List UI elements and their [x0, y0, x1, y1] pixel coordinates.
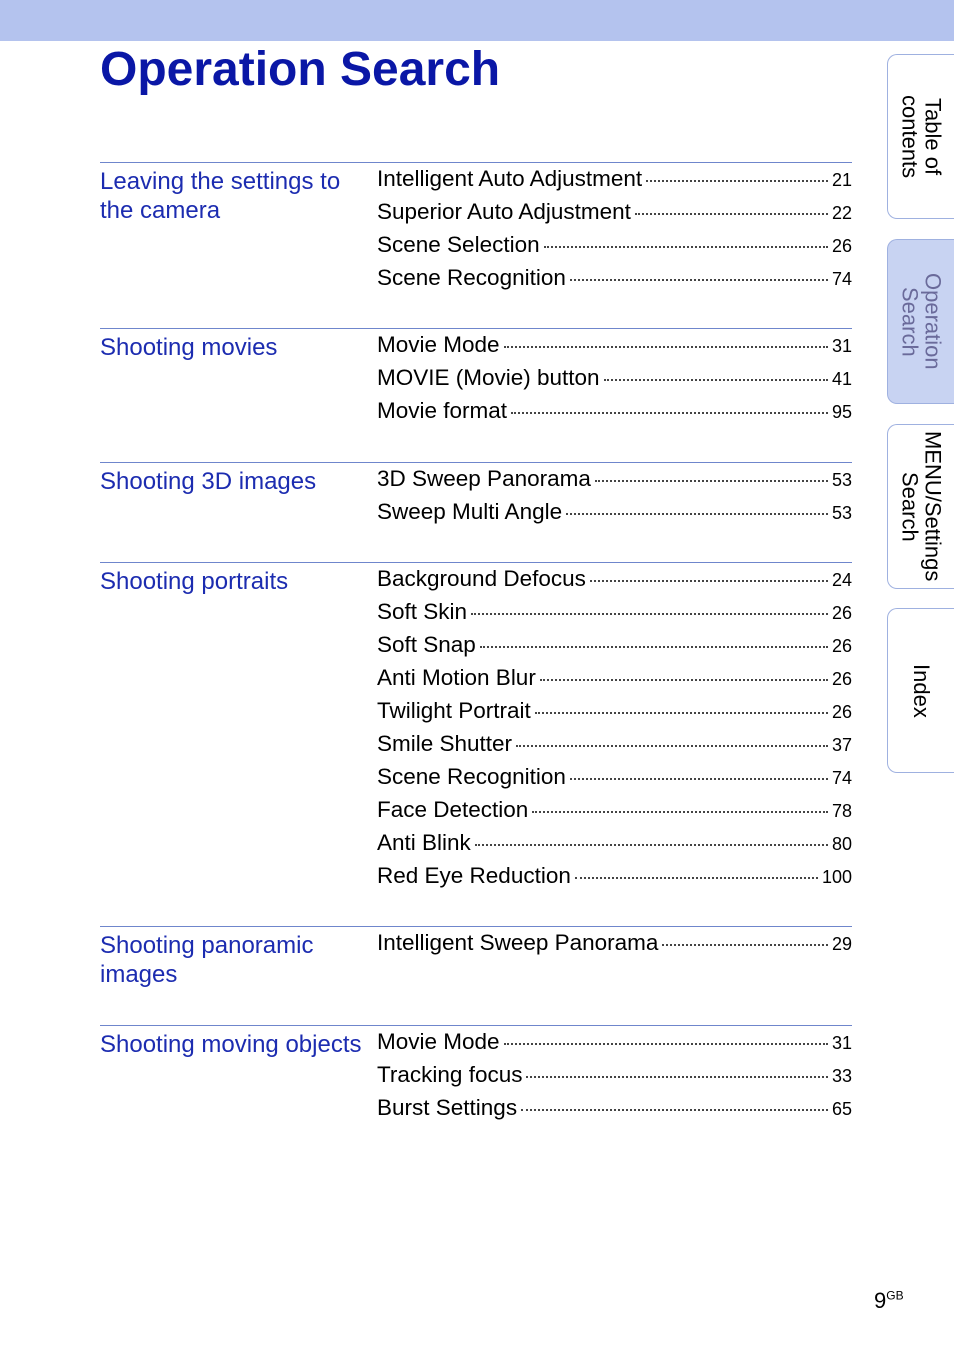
item-list — [377, 1029, 852, 1128]
item-page-number: 74 — [831, 768, 852, 788]
item-page-number: 78 — [831, 801, 852, 821]
item-label: Movie format — [377, 398, 508, 423]
item-page-number: 37 — [831, 735, 852, 755]
search-section — [100, 1025, 852, 1120]
tab-label: Operation Search — [897, 273, 946, 370]
tab-table-of-contents[interactable] — [887, 54, 954, 219]
item-link[interactable] — [377, 764, 852, 797]
item-page-number: 95 — [831, 402, 852, 422]
category-heading: Shooting 3D images — [100, 468, 317, 495]
dot-leader — [471, 613, 828, 615]
category-heading: Shooting panoramic images — [100, 932, 314, 988]
dot-leader — [595, 480, 828, 482]
search-section — [100, 462, 852, 524]
item-page-number: 53 — [831, 470, 852, 490]
search-section — [100, 162, 852, 290]
item-label: Intelligent Sweep Panorama — [377, 930, 659, 955]
dot-leader — [504, 1043, 828, 1045]
dot-leader — [570, 778, 828, 780]
item-page-number: 53 — [831, 503, 852, 523]
item-label: Scene Selection — [377, 232, 540, 257]
item-page-number: 41 — [831, 369, 852, 389]
item-label: Intelligent Auto Adjustment — [377, 166, 643, 191]
item-page-number: 22 — [831, 203, 852, 223]
item-link[interactable] — [377, 830, 852, 863]
item-label: Soft Snap — [377, 632, 476, 657]
dot-leader — [526, 1076, 827, 1078]
category-heading: Shooting portraits — [100, 568, 289, 595]
item-link[interactable] — [377, 599, 852, 632]
category-heading: Leaving the settings to the camera — [100, 168, 341, 224]
item-link[interactable] — [377, 731, 852, 764]
item-link[interactable] — [377, 466, 852, 499]
item-link[interactable] — [377, 365, 852, 398]
tab-index[interactable] — [887, 608, 954, 773]
item-link[interactable] — [377, 698, 852, 731]
dot-leader — [475, 844, 828, 846]
dot-leader — [646, 180, 828, 182]
item-link[interactable] — [377, 1062, 852, 1095]
item-link[interactable] — [377, 797, 852, 830]
item-label: Sweep Multi Angle — [377, 499, 563, 524]
item-label: Movie Mode — [377, 332, 500, 357]
item-page-number: 26 — [831, 236, 852, 256]
item-label: Superior Auto Adjustment — [377, 199, 631, 224]
item-link[interactable] — [377, 1095, 852, 1128]
page-title: Operation Search — [100, 43, 501, 96]
item-label: Burst Settings — [377, 1095, 518, 1120]
item-link[interactable] — [377, 199, 852, 232]
dot-leader — [570, 279, 828, 281]
item-label: Twilight Portrait — [377, 698, 531, 723]
category-heading: Shooting movies — [100, 334, 278, 361]
item-link[interactable] — [377, 566, 852, 599]
page-number-suffix: GB — [886, 1288, 904, 1303]
item-page-number: 26 — [831, 636, 852, 656]
tab-label: Table of contents — [897, 94, 946, 179]
dot-leader — [504, 346, 828, 348]
item-page-number: 29 — [831, 934, 852, 954]
item-link[interactable] — [377, 632, 852, 665]
item-page-number: 65 — [831, 1099, 852, 1119]
item-link[interactable] — [377, 665, 852, 698]
item-label: Face Detection — [377, 797, 529, 822]
item-link[interactable] — [377, 332, 852, 365]
tab-menu-settings-search[interactable] — [887, 424, 954, 589]
item-link[interactable] — [377, 499, 852, 532]
item-label: Red Eye Reduction — [377, 863, 571, 888]
page-number — [874, 1288, 904, 1314]
item-list — [377, 466, 852, 532]
tab-label: Index — [909, 663, 934, 718]
dot-leader — [516, 745, 828, 747]
dot-leader — [532, 811, 828, 813]
header-band — [0, 0, 954, 41]
dot-leader — [604, 379, 828, 381]
item-label: Tracking focus — [377, 1062, 523, 1087]
item-page-number: 33 — [831, 1066, 852, 1086]
item-label: Background Defocus — [377, 566, 586, 591]
item-label: Scene Recognition — [377, 265, 566, 290]
item-list — [377, 930, 852, 963]
dot-leader — [590, 580, 828, 582]
item-page-number: 21 — [831, 170, 852, 190]
dot-leader — [480, 646, 828, 648]
search-section — [100, 328, 852, 423]
dot-leader — [544, 246, 828, 248]
item-label: Movie Mode — [377, 1029, 500, 1054]
item-link[interactable] — [377, 166, 852, 199]
item-label: Anti Motion Blur — [377, 665, 536, 690]
item-link[interactable] — [377, 265, 852, 298]
item-page-number: 31 — [831, 1033, 852, 1053]
item-list — [377, 166, 852, 298]
item-link[interactable] — [377, 232, 852, 265]
item-page-number: 26 — [831, 603, 852, 623]
category-heading: Shooting moving objects — [100, 1031, 362, 1058]
search-section — [100, 562, 852, 888]
item-label: Anti Blink — [377, 830, 471, 855]
item-link[interactable] — [377, 1029, 852, 1062]
tab-label: MENU/Settings Search — [897, 431, 946, 582]
item-page-number: 80 — [831, 834, 852, 854]
item-list — [377, 332, 852, 431]
item-label: MOVIE (Movie) button — [377, 365, 600, 390]
item-link[interactable] — [377, 398, 852, 431]
dot-leader — [540, 679, 828, 681]
item-list — [377, 566, 852, 896]
item-label: Scene Recognition — [377, 764, 566, 789]
tab-operation-search[interactable] — [887, 239, 954, 404]
item-label: Soft Skin — [377, 599, 468, 624]
item-label: Smile Shutter — [377, 731, 513, 756]
item-label: 3D Sweep Panorama — [377, 466, 591, 491]
item-page-number: 24 — [831, 570, 852, 590]
dot-leader — [511, 412, 828, 414]
dot-leader — [566, 513, 828, 515]
item-page-number: 74 — [831, 269, 852, 289]
search-section — [100, 926, 852, 988]
dot-leader — [535, 712, 828, 714]
page-number-value: 9 — [874, 1288, 887, 1313]
dot-leader — [521, 1109, 828, 1111]
item-link[interactable] — [377, 930, 852, 963]
item-link[interactable] — [377, 863, 852, 896]
dot-leader — [575, 877, 818, 879]
dot-leader — [635, 213, 828, 215]
item-page-number: 31 — [831, 336, 852, 356]
item-page-number: 26 — [831, 669, 852, 689]
item-page-number: 26 — [831, 702, 852, 722]
dot-leader — [662, 944, 828, 946]
item-page-number: 100 — [821, 867, 852, 887]
